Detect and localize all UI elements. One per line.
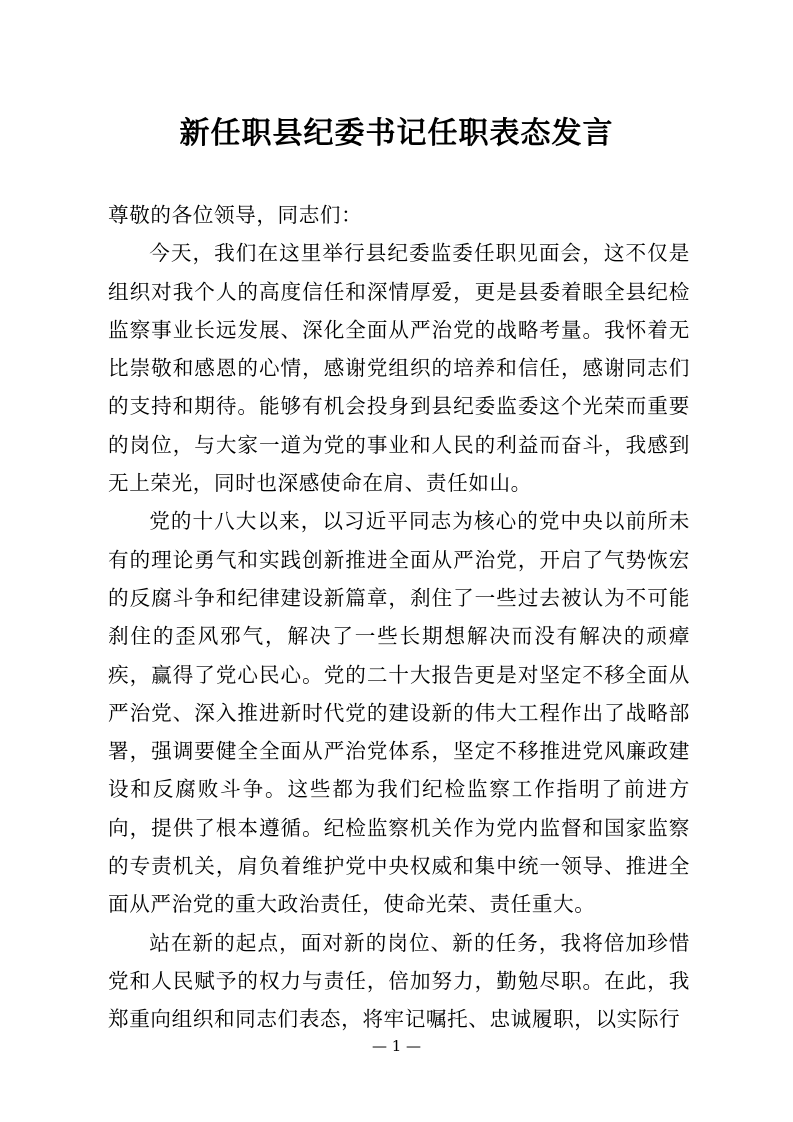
- salutation: 尊敬的各位领导，同志们：: [108, 203, 363, 227]
- paragraph-1: 今天，我们在这里举行县纪委监委任职见面会，这不仅是组织对我个人的高度信任和深情厚爱，更是县委着眼全县纪检监察事业长远发展、深化全面从严治党的战略考量。我怀着无比崇敬和感恩的心情，感谢党组织的培养和信任，感谢同志们的支持和期待。能够有机会投身到县纪委监委这个光荣而重要的岗位，与大家一道为党的事业和人民的利益而奋斗，我感到无上荣光，同时也深感使命在肩、责任如山。: [108, 241, 690, 496]
- paragraph-2: 党的十八大以来，以习近平同志为核心的党中央以前所未有的理论勇气和实践创新推进全面从严治党，开启了气势恢宏的反腐斗争和纪律建设新篇章，刹住了一些过去被认为不可能刹住的歪风邪气，解决了一些长期想解决而没有解决的顽瘴疾，赢得了党心民心。党的二十大报告更是对坚定不移全面从严治党、深入推进新时代党的建设新的伟大工程作出了战略部署，强调要健全全面从严治党体系，坚定不移推进党风廉政建设和反腐败斗争。这些都为我们纪检监察工作指明了前进方向，提供了根本遵循。纪检监察机关作为党内监督和国家监察的专责机关，肩负着维护党中央权威和集中统一领导、推进全面从严治党的重大政治责任，使命光荣、责任重大。: [108, 509, 690, 917]
- document-body: [108, 196, 690, 1039]
- document-title: 新任职县纪委书记任职表态发言: [179, 116, 614, 151]
- page-number: — 1 —: [371, 1037, 422, 1055]
- paragraph-3: 站在新的起点，面对新的岗位、新的任务，我将倍加珍惜党和人民赋予的权力与责任，倍加努力，勤勉尽职。在此，我郑重向组织和同志们表态，将牢记嘱托、忠诚履职，以实际行: [108, 930, 690, 1032]
